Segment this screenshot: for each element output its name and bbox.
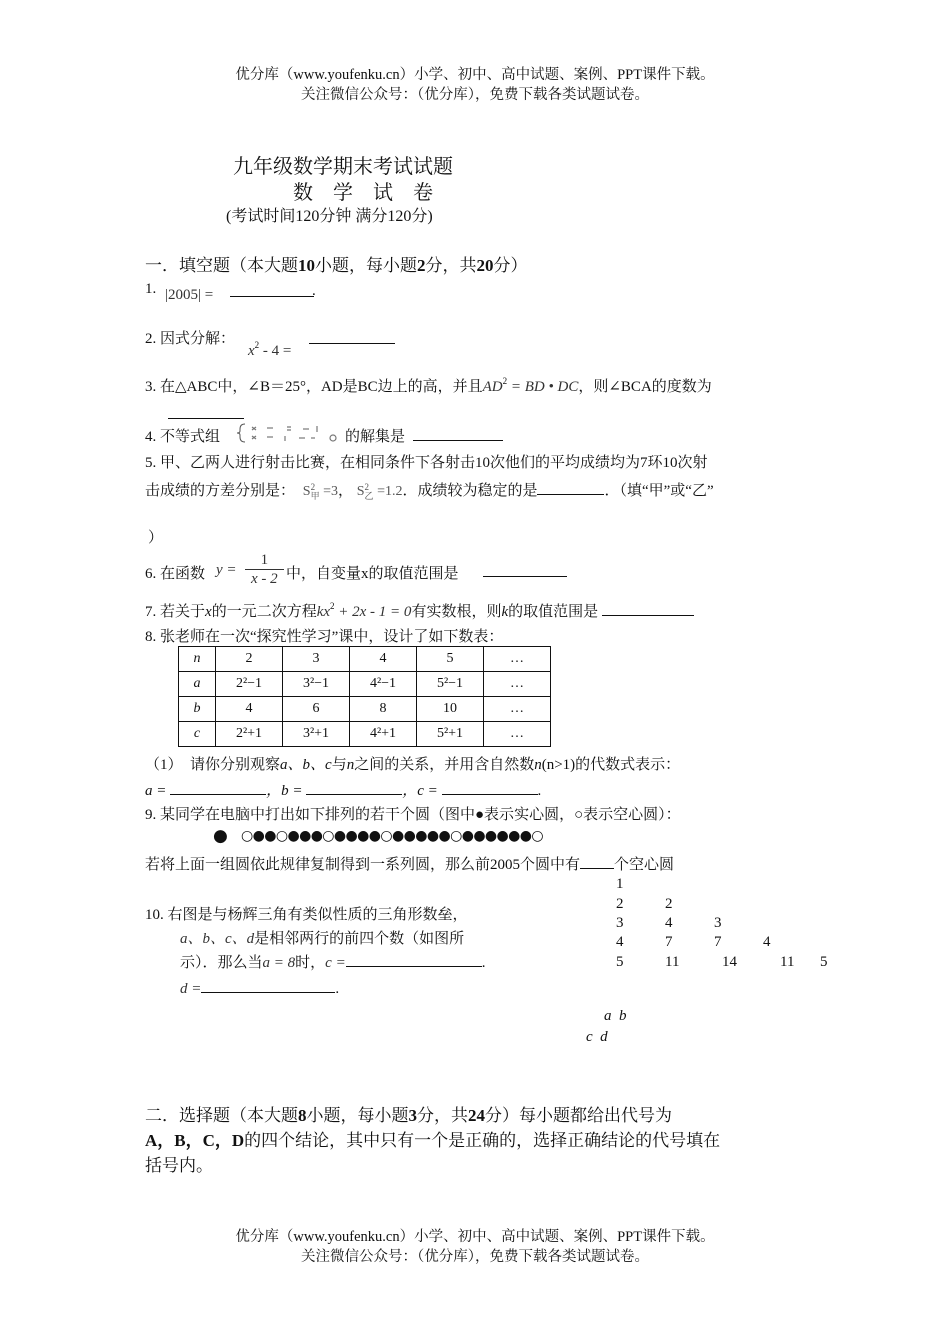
table-cell: 5²+1 bbox=[417, 722, 484, 747]
question-5-blank bbox=[537, 480, 604, 495]
question-5-line-2: 击成绩的方差分别是： S 2 甲 =3， S 2 乙 =1.2．成绩较为稳定的是 ．（填“甲”或“乙” bbox=[145, 482, 714, 501]
answer-c-blank bbox=[442, 780, 538, 795]
question-9-text: 9. 某同学在电脑中打出如下排列的若干个圆（图中●表示实心圆，○表示空心圆）： bbox=[145, 807, 681, 823]
table-cell: 6 bbox=[283, 697, 350, 722]
table-cell: c bbox=[179, 722, 216, 747]
exam-info: (考试时间120分钟 满分120分) bbox=[226, 208, 433, 225]
triangle-ab-label: a b bbox=[604, 1008, 627, 1024]
triangle-cell: 11 bbox=[665, 954, 680, 970]
question-3-blank bbox=[168, 406, 244, 419]
triangle-cell: 4 bbox=[763, 934, 771, 950]
table-cell: 4²−1 bbox=[350, 672, 417, 697]
triangle-cell: 3 bbox=[616, 915, 624, 931]
question-8-sub-1: （1） 请你分别观察a、b、c与n之间的关系，并用含自然数n(n>1)的代数式表示： bbox=[145, 757, 681, 773]
triangle-cell: 7 bbox=[714, 934, 722, 950]
section2-line-1: 二．选择题（本大题8小题，每小题3分，共24分）每小题都给出代号为 bbox=[145, 1106, 672, 1125]
table-row bbox=[179, 672, 551, 697]
question-8-answers: a = ，b = ，c = . bbox=[145, 779, 541, 800]
table-cell: 4 bbox=[216, 697, 283, 722]
table-cell: 4²+1 bbox=[350, 722, 417, 747]
table-cell: b bbox=[179, 697, 216, 722]
question-2-text: 2. 因式分解： bbox=[145, 331, 236, 347]
triangle-cell: 4 bbox=[665, 915, 673, 931]
question-4-text-b: 的解集是 bbox=[345, 429, 406, 445]
circle-sequence: ○●●○●●●○●●●●○●●●●●○●●●●●●○ bbox=[241, 828, 544, 844]
table-cell: 10 bbox=[417, 697, 484, 722]
answer-b-blank bbox=[306, 780, 402, 795]
answer-c-value-blank bbox=[346, 952, 482, 967]
question-5-line-3: ） bbox=[148, 530, 164, 546]
big-solid-circle-icon: ● bbox=[213, 826, 228, 846]
question-6-y: y = bbox=[216, 562, 237, 578]
question-10-line-4: d = . bbox=[180, 978, 339, 998]
question-10-line-1: 10. 右图是与杨辉三角有类似性质的三角形数垒， bbox=[145, 907, 468, 923]
table-cell: 8 bbox=[350, 697, 417, 722]
question-6-blank bbox=[483, 564, 567, 577]
variance-yi: S 2 乙 =1.2 bbox=[356, 482, 403, 501]
table-cell: n bbox=[179, 647, 216, 672]
table-cell: … bbox=[484, 647, 551, 672]
question-7: 7. 若关于x的一元二次方程$kx^2 + 2x - 1 = 0$有实数根，则k的取值范围是 bbox=[145, 600, 694, 621]
triangle-cell: 1 bbox=[616, 876, 624, 892]
question-9-blank bbox=[580, 854, 614, 869]
table-cell: … bbox=[484, 697, 551, 722]
table-cell: 3 bbox=[283, 647, 350, 672]
question-1-dot: . bbox=[312, 283, 316, 299]
table-row bbox=[179, 697, 551, 722]
table-cell: 2²−1 bbox=[216, 672, 283, 697]
question-6-text-b: 中，自变量x的取值范围是 bbox=[286, 566, 459, 582]
question-8-text: 8. 张老师在一次“探究性学习”课中，设计了如下数表： bbox=[145, 629, 504, 645]
question-10-line-2: a、b、c、d是相邻两行的前四个数（如图所 bbox=[180, 931, 465, 947]
triangle-cell: 2 bbox=[665, 896, 673, 912]
triangle-cell: 11 bbox=[780, 954, 795, 970]
table-cell: … bbox=[484, 722, 551, 747]
question-5-line-1: 5. 甲、乙两人进行射击比赛，在相同条件下各射击10次他们的平均成绩均为7环10次射 bbox=[145, 455, 708, 471]
triangle-cell: 2 bbox=[616, 896, 624, 912]
table-cell: a bbox=[179, 672, 216, 697]
footer-line-1: 优分库（www.youfenku.cn）小学、初中、高中试题、案例、PPT课件下载。 bbox=[235, 1229, 715, 1245]
question-1-expression: |2005| = bbox=[165, 287, 214, 303]
table-cell: 2²+1 bbox=[216, 722, 283, 747]
triangle-cell: 7 bbox=[665, 934, 673, 950]
exam-title: 九年级数学期末考试试题 bbox=[233, 156, 453, 178]
section2-line-2: A，B，C，D的四个结论，其中只有一个是正确的，选择正确结论的代号填在 bbox=[145, 1131, 721, 1150]
question-4-text-a: 4. 不等式组 bbox=[145, 429, 221, 445]
question-2-blank bbox=[309, 331, 395, 344]
question-1-blank bbox=[230, 287, 314, 297]
question-6-text-a: 6. 在函数 bbox=[145, 566, 206, 582]
table-cell: 3²+1 bbox=[283, 722, 350, 747]
question-4-blank bbox=[413, 428, 503, 441]
triangle-cd-label: c d bbox=[586, 1029, 608, 1045]
triangle-cell: 14 bbox=[722, 954, 737, 970]
answer-d-value-blank bbox=[201, 978, 335, 993]
table-cell: … bbox=[484, 672, 551, 697]
triangle-cell: 5 bbox=[820, 954, 828, 970]
section2-line-3: 括号内。 bbox=[145, 1156, 213, 1175]
question-6-fraction: 1 x - 2 bbox=[245, 551, 284, 588]
table-cell: 2 bbox=[216, 647, 283, 672]
exam-subtitle: 数 学 试 卷 bbox=[293, 182, 433, 204]
table-cell: 4 bbox=[350, 647, 417, 672]
question-9-line-3: 若将上面一组圆依此规律复制得到一系列圆，那么前2005个圆中有 个空心圆 bbox=[145, 853, 674, 874]
table-cell: 3²−1 bbox=[283, 672, 350, 697]
section1-heading: 一．填空题（本大题10小题，每小题2分，共20分） bbox=[145, 256, 528, 275]
table-cell: 5²−1 bbox=[417, 672, 484, 697]
answer-a-blank bbox=[170, 780, 266, 795]
header-line-2: 关注微信公众号：（优分库），免费下载各类试题试卷。 bbox=[301, 87, 649, 103]
variance-jia: S 2 甲 =3 bbox=[302, 482, 338, 501]
number-table bbox=[178, 646, 551, 747]
header-line-1: 优分库（www.youfenku.cn）小学、初中、高中试题、案例、PPT课件下载。 bbox=[235, 67, 715, 83]
inequality-system-icon bbox=[237, 423, 345, 443]
footer-line-2: 关注微信公众号：（优分库），免费下载各类试题试卷。 bbox=[301, 1249, 649, 1265]
triangle-cell: 3 bbox=[714, 915, 722, 931]
question-2-expression: $x^2 - 4$ = bbox=[248, 340, 292, 359]
table-row bbox=[179, 722, 551, 747]
triangle-cell: 5 bbox=[616, 954, 624, 970]
table-cell: 5 bbox=[417, 647, 484, 672]
question-7-blank bbox=[602, 601, 694, 616]
question-3: 3. 在△ABC中，∠B＝25°，AD是BC边上的高，并且$AD^2$ = BD • DC，则∠BCA的度数为 bbox=[145, 376, 712, 395]
table-row bbox=[179, 647, 551, 672]
triangle-cell: 4 bbox=[616, 934, 624, 950]
question-10-line-3: 示）．那么当a = 8时，c = . bbox=[180, 951, 485, 972]
question-1-number: 1. bbox=[145, 281, 157, 297]
